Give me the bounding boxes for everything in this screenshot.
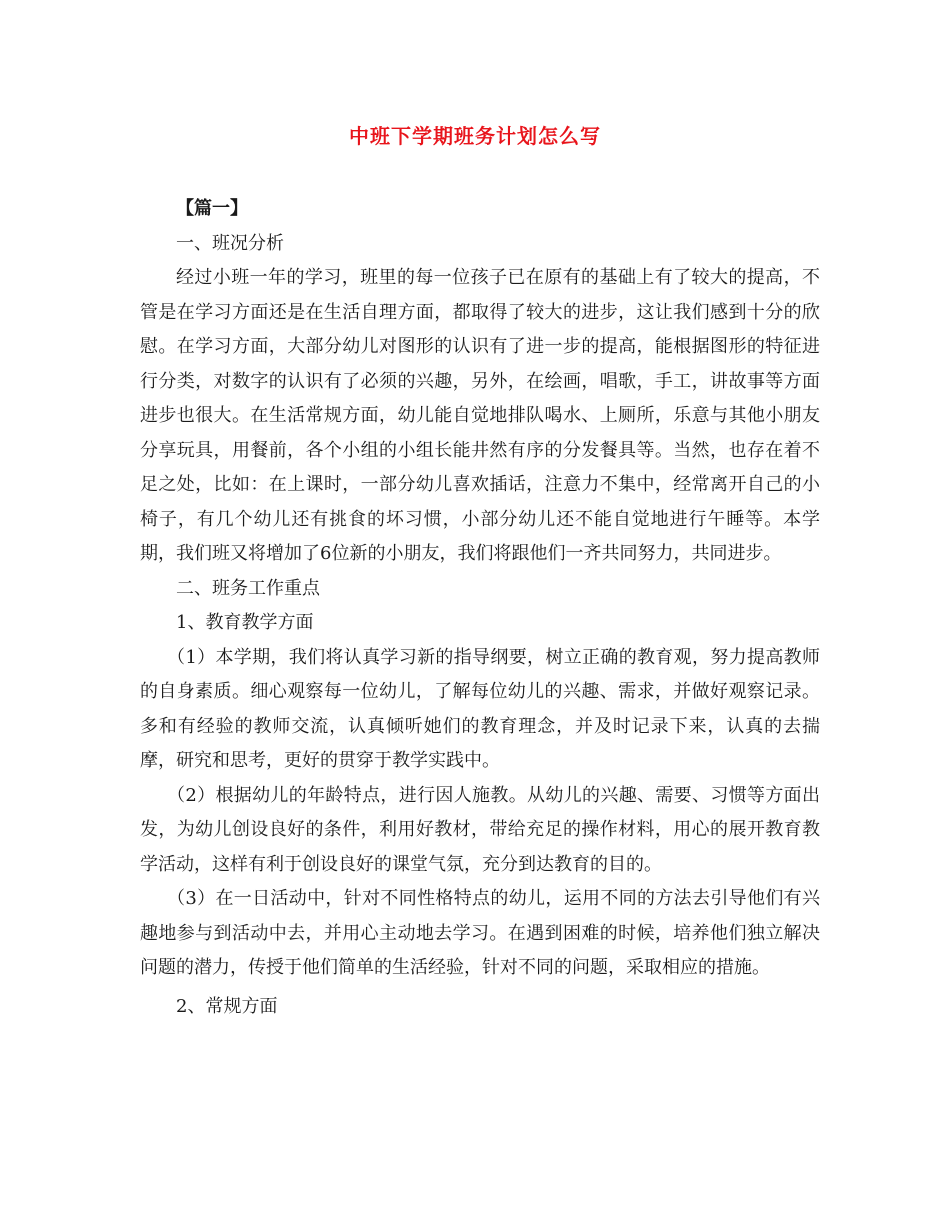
page-title: 中班下学期班务计划怎么写 [349,124,601,148]
heading-work-focus: 二、班务工作重点 [176,577,320,599]
paragraph-situation: 经过小班一年的学习，班里的每一位孩子已在原有的基础上有了较大的提高，不管是在学习方面还是在生活自理方面，都取得了较大的进步，这让我们感到十分的欣慰。在学习方面，大部分幼儿对图形的认识有了进一步的提高，能根据图形的特征进行分类，对数字的认识有了必须的兴趣，另外，在绘画，唱歌，手工，讲故事等方面进步也很大。在生活常规方面，幼儿能自觉地排队喝水、上厕所，乐意与其他小朋友分享玩具，用餐前，各个小组的小组长能井然有序的分发餐具等。当然，也存在着不足之处，比如：在上课时，一部分幼儿喜欢插话，注意力不集中，经常离开自己的小椅子，有几个幼儿还有挑食的坏习惯，小部分幼儿还不能自觉地进行午睡等。本学期，我们班又将增加了6位新的小朋友，我们将跟他们一齐共同努力，共同进步。 [140,267,820,564]
list-item-1: （1）本学期，我们将认真学习新的指导纲要，树立正确的教育观，努力提高教师的自身素质。细心观察每一位幼儿，了解每位幼儿的兴趣、需求，并做好观察记录。多和有经验的教师交流，认真倾听她们的教育理念，并及时记录下来，认真的去揣摩，研究和思考，更好的贯穿于教学实践中。 [140,646,820,771]
list-item-3: （3）在一日活动中，针对不同性格特点的幼儿，运用不同的方法去引导他们有兴趣地参与到活动中去，并用心主动地去学习。在遇到困难的时候，培养他们独立解决问题的潜力，传授于他们简单的生活经验，针对不同的问题，采取相应的措施。 [140,888,820,978]
section-label: 【篇一】 [176,198,248,219]
heading-situation-analysis: 一、班况分析 [176,232,284,254]
heading-teaching: 1、教育教学方面 [176,612,314,633]
document-body [140,192,820,1024]
list-item-2: （2）根据幼儿的年龄特点，进行因人施教。从幼儿的兴趣、需要、习惯等方面出发，为幼儿创设良好的条件，利用好教材，带给充足的操作材料，用心的展开教育教学活动，这样有利于创设良好的课堂气氛，充分到达教育的目的。 [140,784,820,875]
heading-routine: 2、常规方面 [176,995,278,1017]
